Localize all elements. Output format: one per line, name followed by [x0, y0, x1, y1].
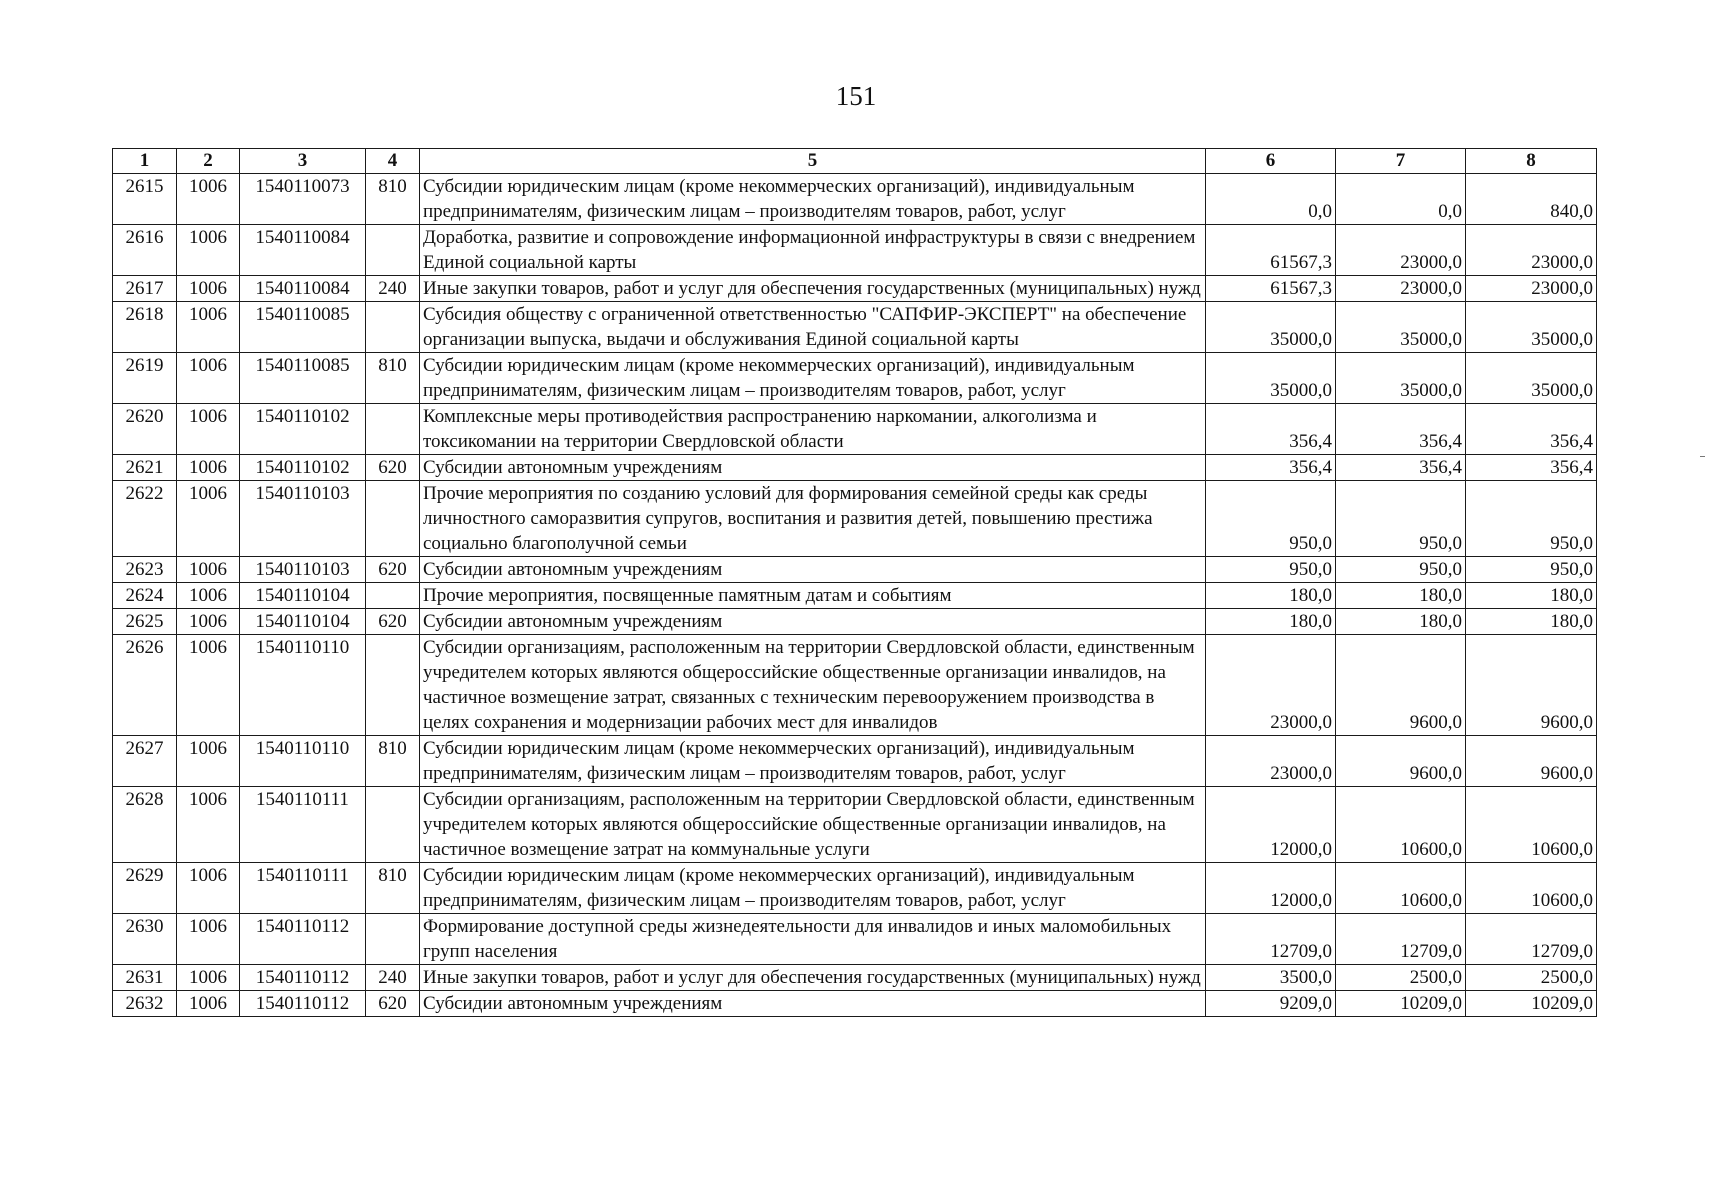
expense-type-cell: 620: [366, 609, 420, 635]
row-number-cell: 2617: [113, 276, 177, 302]
row-number-cell: 2630: [113, 914, 177, 965]
table-row: [113, 914, 1597, 965]
target-article-cell: 1540110111: [240, 863, 366, 914]
amount-col8-cell: 356,4: [1466, 404, 1597, 455]
amount-col8-cell: 356,4: [1466, 455, 1597, 481]
amount-col8-cell: 9600,0: [1466, 635, 1597, 736]
amount-col8-cell: 23000,0: [1466, 225, 1597, 276]
amount-col8-cell: 2500,0: [1466, 965, 1597, 991]
amount-col6-cell: 23000,0: [1206, 736, 1336, 787]
row-number-cell: 2619: [113, 353, 177, 404]
amount-col6-cell: 356,4: [1206, 455, 1336, 481]
amount-col7-cell: 9600,0: [1336, 635, 1466, 736]
description-cell: Субсидии юридическим лицам (кроме некоммерческих организаций), индивидуальным предпринимателям, физическим лицам – производителям товаров, работ, услуг: [420, 736, 1206, 787]
table-row: [113, 991, 1597, 1017]
amount-col6-cell: 61567,3: [1206, 276, 1336, 302]
expense-type-cell: 620: [366, 557, 420, 583]
section-code-cell: 1006: [177, 609, 240, 635]
amount-col7-cell: 10209,0: [1336, 991, 1466, 1017]
column-header: 8: [1466, 149, 1597, 174]
description-cell: Субсидии автономным учреждениям: [420, 609, 1206, 635]
table-row: [113, 965, 1597, 991]
header-row: [113, 149, 1597, 174]
section-code-cell: 1006: [177, 302, 240, 353]
row-number-cell: 2615: [113, 174, 177, 225]
table-body: [113, 174, 1597, 1017]
row-number-cell: 2622: [113, 481, 177, 557]
table-row: [113, 557, 1597, 583]
table-row: [113, 404, 1597, 455]
section-code-cell: 1006: [177, 174, 240, 225]
amount-col7-cell: 23000,0: [1336, 225, 1466, 276]
column-header: 1: [113, 149, 177, 174]
amount-col6-cell: 12000,0: [1206, 863, 1336, 914]
target-article-cell: 1540110104: [240, 609, 366, 635]
amount-col8-cell: 950,0: [1466, 557, 1597, 583]
target-article-cell: 1540110084: [240, 225, 366, 276]
target-article-cell: 1540110084: [240, 276, 366, 302]
column-header: 6: [1206, 149, 1336, 174]
description-cell: Субсидии автономным учреждениям: [420, 557, 1206, 583]
section-code-cell: 1006: [177, 583, 240, 609]
amount-col7-cell: 356,4: [1336, 404, 1466, 455]
amount-col7-cell: 35000,0: [1336, 302, 1466, 353]
description-cell: Комплексные меры противодействия распространению наркомании, алкоголизма и токсикомании на территории Свердловской области: [420, 404, 1206, 455]
scan-mark: [1700, 456, 1705, 457]
column-header: 2: [177, 149, 240, 174]
section-code-cell: 1006: [177, 455, 240, 481]
expense-type-cell: 810: [366, 736, 420, 787]
section-code-cell: 1006: [177, 276, 240, 302]
amount-col6-cell: 35000,0: [1206, 353, 1336, 404]
target-article-cell: 1540110112: [240, 965, 366, 991]
amount-col7-cell: 950,0: [1336, 481, 1466, 557]
description-cell: Иные закупки товаров, работ и услуг для обеспечения государственных (муниципальных) нужд: [420, 965, 1206, 991]
amount-col7-cell: 180,0: [1336, 609, 1466, 635]
expense-type-cell: [366, 635, 420, 736]
description-cell: Субсидии юридическим лицам (кроме некоммерческих организаций), индивидуальным предпринимателям, физическим лицам – производителям товаров, работ, услуг: [420, 174, 1206, 225]
amount-col6-cell: 23000,0: [1206, 635, 1336, 736]
amount-col6-cell: 180,0: [1206, 609, 1336, 635]
description-cell: Субсидии юридическим лицам (кроме некоммерческих организаций), индивидуальным предпринимателям, физическим лицам – производителям товаров, работ, услуг: [420, 353, 1206, 404]
expense-type-cell: [366, 914, 420, 965]
description-cell: Субсидия обществу с ограниченной ответственностью "САПФИР-ЭКСПЕРТ" на обеспечение организации выпуска, выдачи и обслуживания Единой социальной карты: [420, 302, 1206, 353]
section-code-cell: 1006: [177, 353, 240, 404]
amount-col8-cell: 840,0: [1466, 174, 1597, 225]
amount-col6-cell: 3500,0: [1206, 965, 1336, 991]
column-header: 5: [420, 149, 1206, 174]
target-article-cell: 1540110111: [240, 787, 366, 863]
expense-type-cell: [366, 225, 420, 276]
description-cell: Доработка, развитие и сопровождение информационной инфраструктуры в связи с внедрением Единой социальной карты: [420, 225, 1206, 276]
column-header: 3: [240, 149, 366, 174]
amount-col7-cell: 356,4: [1336, 455, 1466, 481]
row-number-cell: 2621: [113, 455, 177, 481]
target-article-cell: 1540110110: [240, 635, 366, 736]
target-article-cell: 1540110112: [240, 991, 366, 1017]
table-row: [113, 174, 1597, 225]
amount-col6-cell: 61567,3: [1206, 225, 1336, 276]
row-number-cell: 2632: [113, 991, 177, 1017]
expense-type-cell: [366, 583, 420, 609]
column-header: 7: [1336, 149, 1466, 174]
amount-col8-cell: 35000,0: [1466, 302, 1597, 353]
section-code-cell: 1006: [177, 557, 240, 583]
row-number-cell: 2631: [113, 965, 177, 991]
amount-col7-cell: 950,0: [1336, 557, 1466, 583]
row-number-cell: 2625: [113, 609, 177, 635]
amount-col8-cell: 180,0: [1466, 609, 1597, 635]
table-row: [113, 736, 1597, 787]
section-code-cell: 1006: [177, 863, 240, 914]
amount-col7-cell: 12709,0: [1336, 914, 1466, 965]
target-article-cell: 1540110104: [240, 583, 366, 609]
row-number-cell: 2616: [113, 225, 177, 276]
amount-col6-cell: 12000,0: [1206, 787, 1336, 863]
target-article-cell: 1540110085: [240, 302, 366, 353]
row-number-cell: 2624: [113, 583, 177, 609]
section-code-cell: 1006: [177, 225, 240, 276]
table-row: [113, 863, 1597, 914]
amount-col8-cell: 10600,0: [1466, 787, 1597, 863]
expense-type-cell: 240: [366, 276, 420, 302]
target-article-cell: 1540110073: [240, 174, 366, 225]
expense-type-cell: 620: [366, 991, 420, 1017]
section-code-cell: 1006: [177, 914, 240, 965]
description-cell: Формирование доступной среды жизнедеятельности для инвалидов и иных маломобильных групп населения: [420, 914, 1206, 965]
description-cell: Субсидии автономным учреждениям: [420, 455, 1206, 481]
section-code-cell: 1006: [177, 991, 240, 1017]
amount-col6-cell: 356,4: [1206, 404, 1336, 455]
amount-col6-cell: 12709,0: [1206, 914, 1336, 965]
table-row: [113, 787, 1597, 863]
description-cell: Субсидии организациям, расположенным на территории Свердловской области, единственным учредителем которых являются общероссийские общественные организации инвалидов, на частичное возмещение затрат, связанных с техническим перевооружением производства в целях сохранения и модернизации рабочих мест для инвалидов: [420, 635, 1206, 736]
table-row: [113, 353, 1597, 404]
table-row: [113, 455, 1597, 481]
amount-col6-cell: 950,0: [1206, 481, 1336, 557]
table-row: [113, 302, 1597, 353]
section-code-cell: 1006: [177, 965, 240, 991]
amount-col8-cell: 23000,0: [1466, 276, 1597, 302]
target-article-cell: 1540110102: [240, 455, 366, 481]
section-code-cell: 1006: [177, 635, 240, 736]
table-row: [113, 609, 1597, 635]
target-article-cell: 1540110110: [240, 736, 366, 787]
page-number: 151: [835, 81, 877, 111]
expense-type-cell: [366, 302, 420, 353]
amount-col8-cell: 12709,0: [1466, 914, 1597, 965]
section-code-cell: 1006: [177, 736, 240, 787]
amount-col8-cell: 180,0: [1466, 583, 1597, 609]
target-article-cell: 1540110085: [240, 353, 366, 404]
row-number-cell: 2629: [113, 863, 177, 914]
row-number-cell: 2628: [113, 787, 177, 863]
expense-type-cell: 240: [366, 965, 420, 991]
target-article-cell: 1540110103: [240, 557, 366, 583]
amount-col7-cell: 10600,0: [1336, 787, 1466, 863]
section-code-cell: 1006: [177, 787, 240, 863]
row-number-cell: 2627: [113, 736, 177, 787]
table-row: [113, 225, 1597, 276]
amount-col8-cell: 10600,0: [1466, 863, 1597, 914]
expense-type-cell: 810: [366, 174, 420, 225]
target-article-cell: 1540110112: [240, 914, 366, 965]
amount-col6-cell: 9209,0: [1206, 991, 1336, 1017]
amount-col8-cell: 9600,0: [1466, 736, 1597, 787]
row-number-cell: 2620: [113, 404, 177, 455]
amount-col8-cell: 950,0: [1466, 481, 1597, 557]
amount-col8-cell: 10209,0: [1466, 991, 1597, 1017]
expense-type-cell: 810: [366, 353, 420, 404]
amount-col7-cell: 10600,0: [1336, 863, 1466, 914]
expense-type-cell: [366, 481, 420, 557]
budget-table: [112, 148, 1597, 1017]
amount-col6-cell: 35000,0: [1206, 302, 1336, 353]
expense-type-cell: 620: [366, 455, 420, 481]
amount-col6-cell: 950,0: [1206, 557, 1336, 583]
row-number-cell: 2623: [113, 557, 177, 583]
target-article-cell: 1540110103: [240, 481, 366, 557]
section-code-cell: 1006: [177, 404, 240, 455]
amount-col7-cell: 23000,0: [1336, 276, 1466, 302]
section-code-cell: 1006: [177, 481, 240, 557]
description-cell: Прочие мероприятия, посвященные памятным датам и событиям: [420, 583, 1206, 609]
expense-type-cell: [366, 404, 420, 455]
amount-col7-cell: 180,0: [1336, 583, 1466, 609]
table-row: [113, 635, 1597, 736]
row-number-cell: 2618: [113, 302, 177, 353]
amount-col7-cell: 9600,0: [1336, 736, 1466, 787]
amount-col6-cell: 180,0: [1206, 583, 1336, 609]
amount-col7-cell: 2500,0: [1336, 965, 1466, 991]
expense-type-cell: [366, 787, 420, 863]
description-cell: Субсидии автономным учреждениям: [420, 991, 1206, 1017]
column-header: 4: [366, 149, 420, 174]
amount-col8-cell: 35000,0: [1466, 353, 1597, 404]
amount-col7-cell: 0,0: [1336, 174, 1466, 225]
amount-col6-cell: 0,0: [1206, 174, 1336, 225]
amount-col7-cell: 35000,0: [1336, 353, 1466, 404]
target-article-cell: 1540110102: [240, 404, 366, 455]
description-cell: Прочие мероприятия по созданию условий для формирования семейной среды как среды личностного саморазвития супругов, воспитания и развития детей, повышению престижа социально благополучной семьи: [420, 481, 1206, 557]
row-number-cell: 2626: [113, 635, 177, 736]
table-row: [113, 583, 1597, 609]
table-row: [113, 481, 1597, 557]
expense-type-cell: 810: [366, 863, 420, 914]
description-cell: Субсидии организациям, расположенным на территории Свердловской области, единственным учредителем которых являются общероссийские общественные организации инвалидов, на частичное возмещение затрат на коммунальные услуги: [420, 787, 1206, 863]
description-cell: Иные закупки товаров, работ и услуг для обеспечения государственных (муниципальных) нужд: [420, 276, 1206, 302]
description-cell: Субсидии юридическим лицам (кроме некоммерческих организаций), индивидуальным предпринимателям, физическим лицам – производителям товаров, работ, услуг: [420, 863, 1206, 914]
table-row: [113, 276, 1597, 302]
